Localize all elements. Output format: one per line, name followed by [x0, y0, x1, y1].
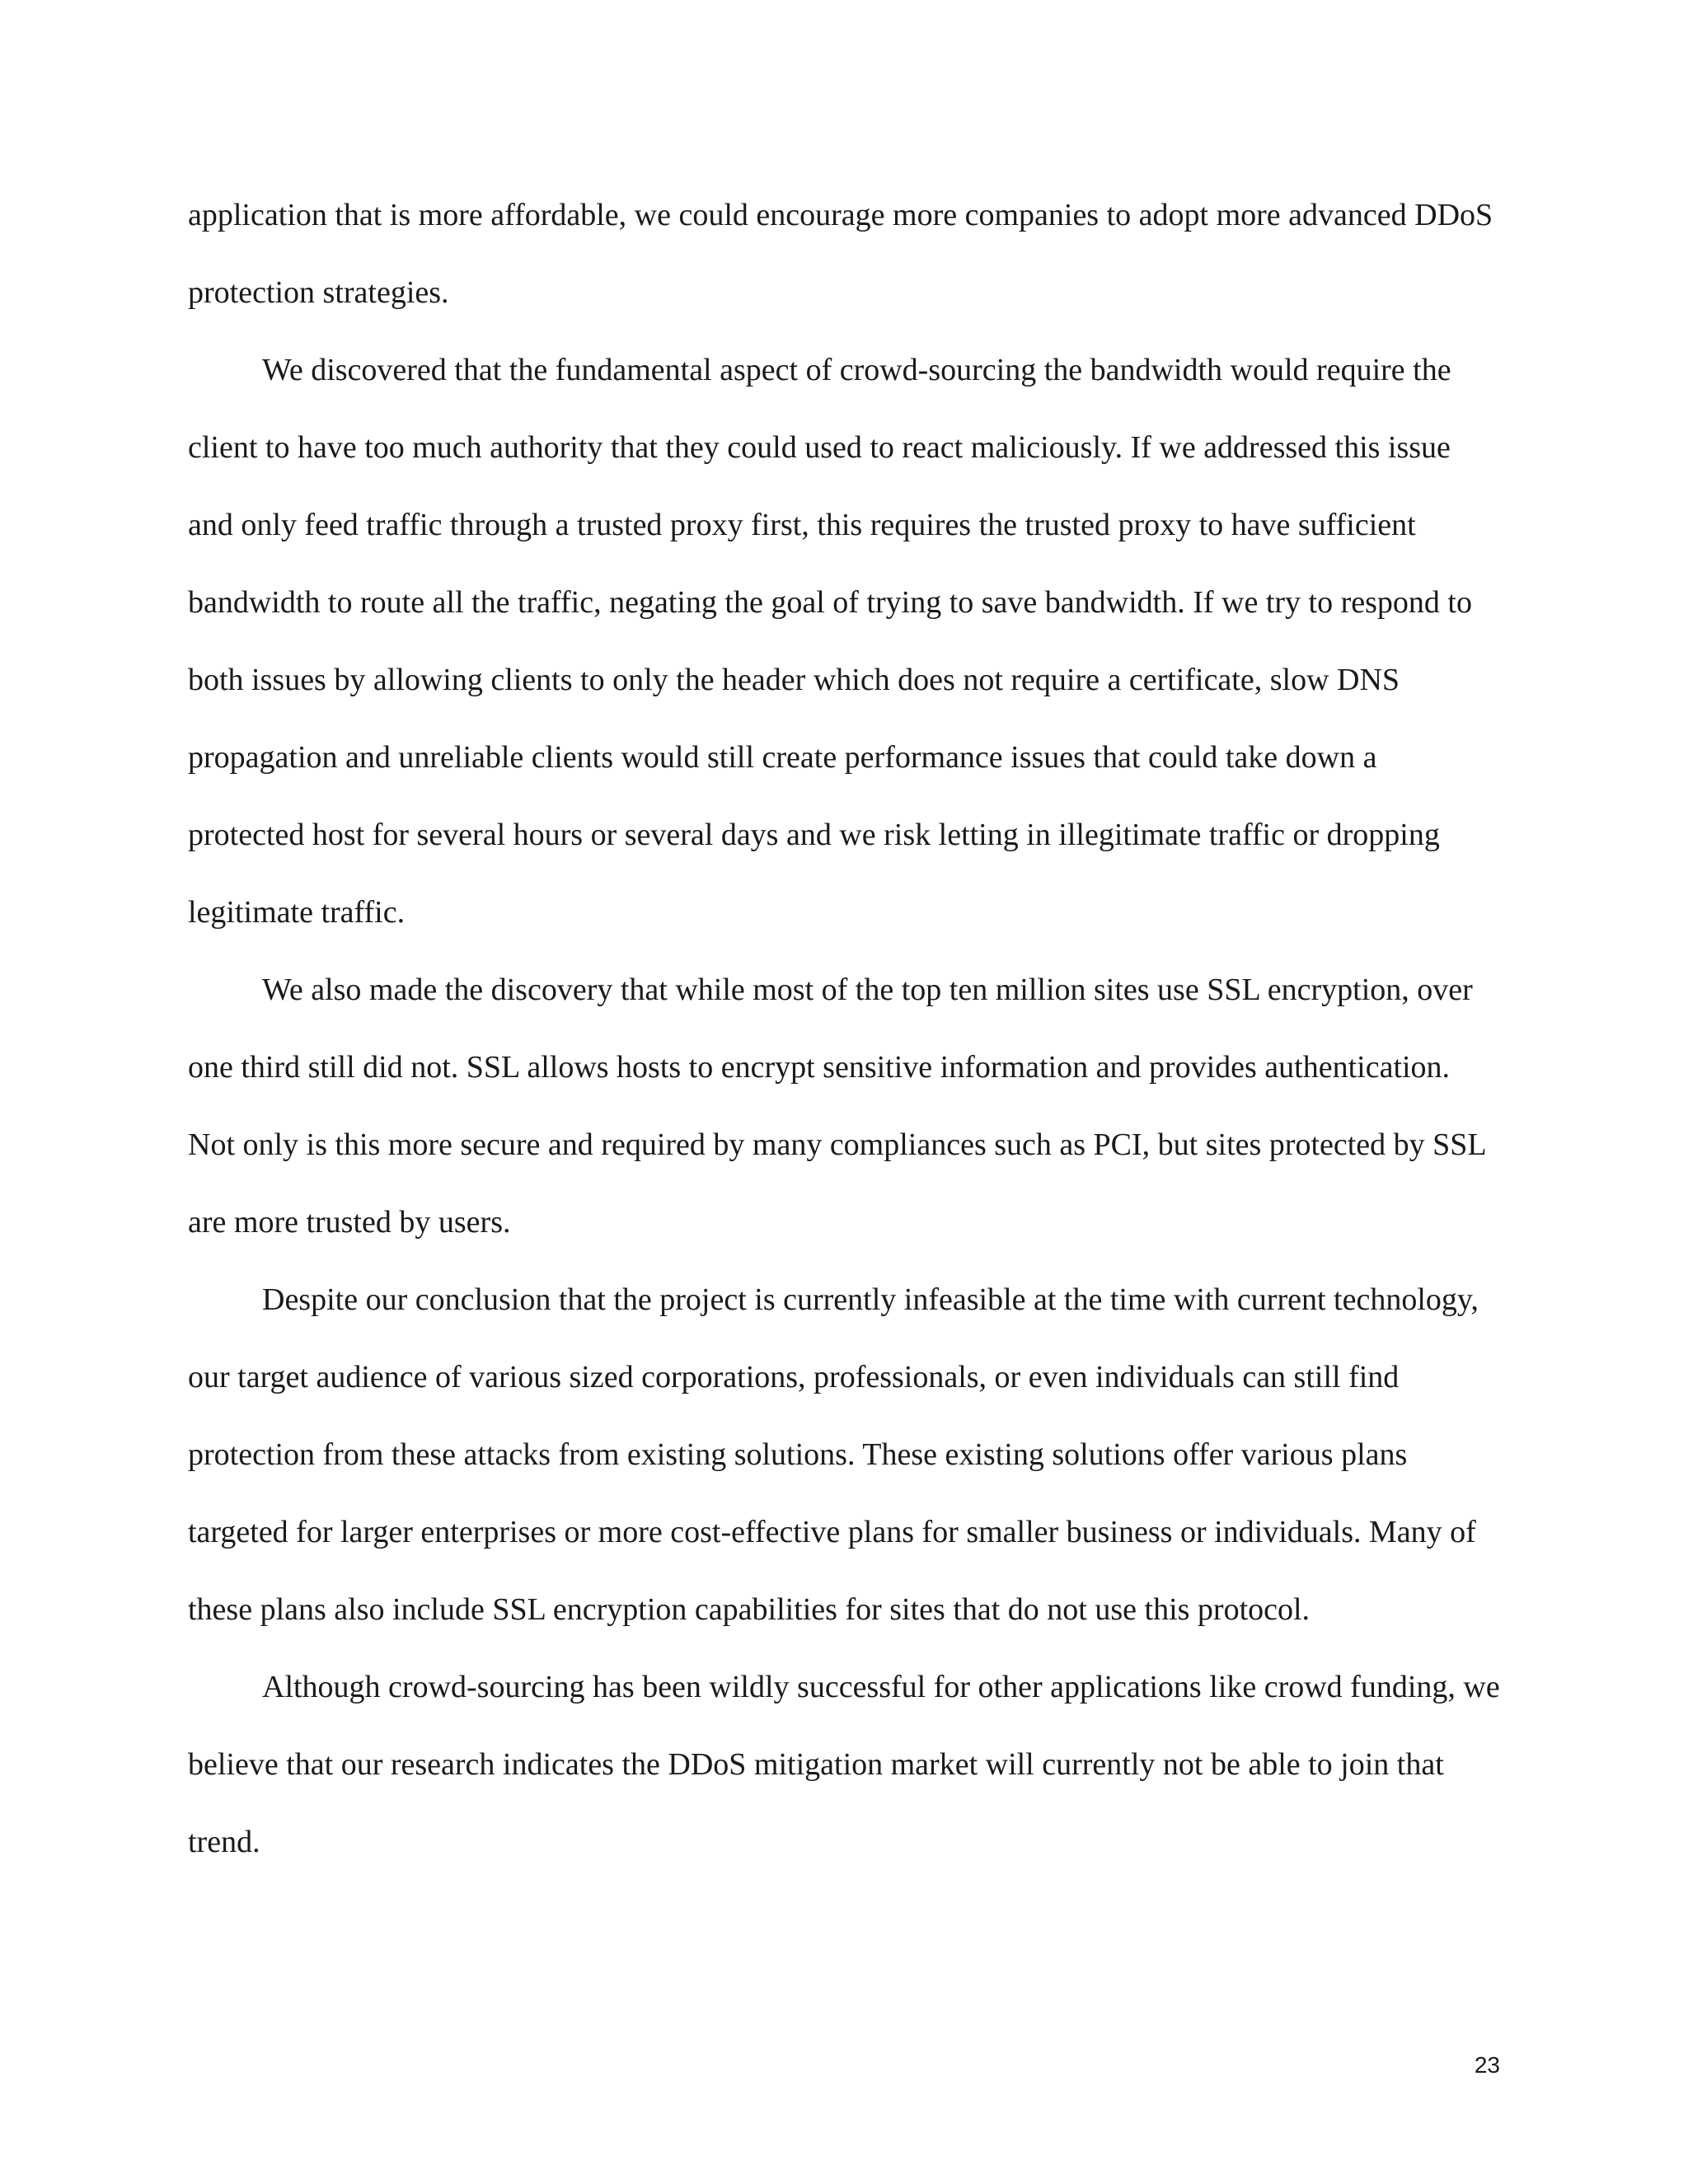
page-number: 23 [1474, 2052, 1500, 2078]
paragraph-crowd-sourcing-findings: We discovered that the fundamental aspect of crowd-sourcing the bandwidth would require the client to have too much authority that they could used to react maliciously. If we addressed this issue and only feed traffic through a trusted proxy first, this requires the trusted proxy to have sufficient bandwidth to route all the traffic, negating the goal of trying to save bandwidth. If we try to respond to both issues by allowing clients to only the header which does not require a certificate, slow DNS propagation and unreliable clients would still create performance issues that could take down a protected host for several hours or several days and we risk letting in illegitimate traffic or dropping legitimate traffic. [188, 353, 1472, 930]
paragraph-closing: Although crowd-sourcing has been wildly successful for other applications like crowd funding, we believe that our research indicates the DDoS mitigation market will currently not be able to join that trend. [188, 1670, 1500, 1859]
paragraph-ssl-findings: We also made the discovery that while most of the top ten million sites use SSL encryption, over one third still did not. SSL allows hosts to encrypt sensitive information and provides authentication. Not only is this more secure and required by many compliances such as PCI, but sites protected by SSL are more trusted by users. [188, 972, 1486, 1240]
paragraph-continuation: application that is more affordable, we could encourage more companies to adopt more advanced DDoS protection strategies. [188, 198, 1493, 310]
paragraph-conclusion: Despite our conclusion that the project is currently infeasible at the time with current technology, our target audience of various sized corporations, professionals, or even individuals can still find protection from these attacks from existing solutions. These existing solutions offer various plans targeted for larger enterprises or more cost-effective plans for smaller business or individuals. Many of these plans also include SSL encryption capabilities for sites that do not use this protocol. [188, 1282, 1479, 1627]
body-text [188, 176, 1500, 1881]
